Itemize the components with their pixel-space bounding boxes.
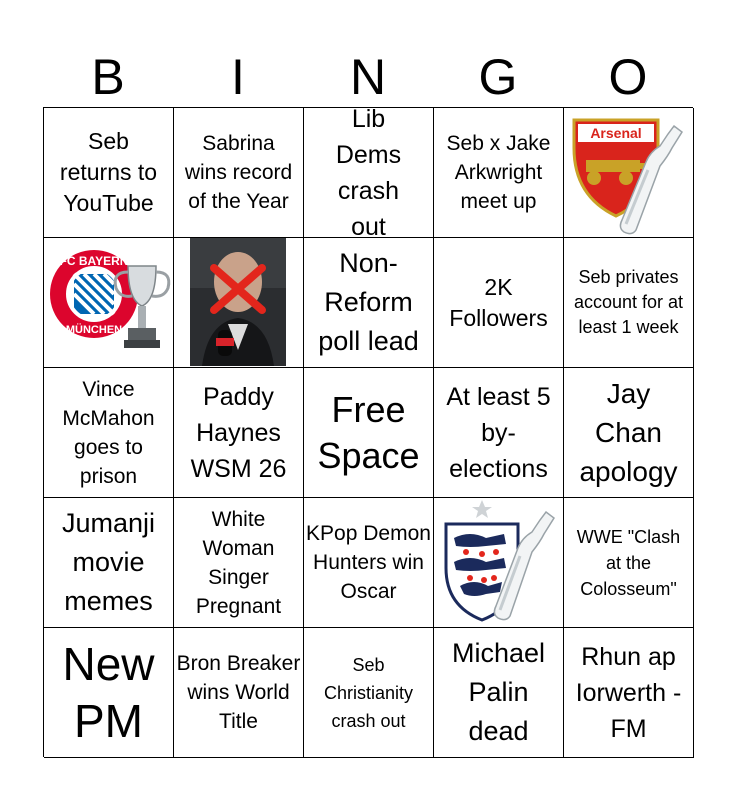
- bingo-card: [43, 107, 693, 757]
- cell-text: Seb returns to YouTube: [59, 128, 158, 216]
- cell-text: Paddy Haynes WSM 26: [190, 382, 287, 483]
- cell-text: Michael Palin dead: [451, 638, 546, 746]
- header-letter-n: N: [349, 49, 387, 105]
- header-letter-o: O: [608, 49, 648, 105]
- bingo-cell[interactable]: [44, 368, 174, 498]
- bingo-cell[interactable]: [304, 238, 434, 368]
- bingo-cell[interactable]: [434, 368, 564, 498]
- bingo-cell[interactable]: [304, 628, 434, 758]
- cell-text: White Woman Singer Pregnant: [195, 507, 282, 618]
- cell-text: Bron Breaker wins World Title: [176, 652, 301, 733]
- bingo-cell[interactable]: [174, 368, 304, 498]
- cell-text: Sabrina wins record of the Year: [184, 132, 293, 213]
- header-letter-b: B: [91, 49, 125, 105]
- bingo-cell[interactable]: [434, 238, 564, 368]
- bingo-cell[interactable]: [564, 368, 694, 498]
- bingo-cell[interactable]: [44, 498, 174, 628]
- cell-text: Seb x Jake Arkwright meet up: [446, 132, 551, 213]
- cell-text: Lib Dems crash out: [335, 108, 402, 238]
- bingo-cell[interactable]: [44, 238, 174, 368]
- bingo-cell[interactable]: [174, 628, 304, 758]
- arsenal-crest-with-bottle-icon: [564, 108, 692, 236]
- bingo-cell[interactable]: [564, 238, 694, 368]
- bingo-cell[interactable]: [174, 238, 304, 368]
- cell-text: Seb privates account for at least 1 week: [573, 267, 684, 337]
- bingo-cell[interactable]: [304, 498, 434, 628]
- cell-text: At least 5 by-elections: [446, 382, 551, 483]
- cell-text: WWE "Clash at the Colosseum": [576, 526, 681, 599]
- free-space-cell[interactable]: [304, 368, 434, 498]
- bayern-bottom-text: MÜNCHEN: [65, 324, 123, 336]
- cell-text: Rhun ap Iorwerth - FM: [575, 642, 682, 743]
- bingo-cell[interactable]: [174, 498, 304, 628]
- england-crest-with-bottle-icon: [434, 498, 562, 626]
- bingo-cell[interactable]: [564, 628, 694, 758]
- cell-text: Jumanji movie memes: [61, 508, 156, 616]
- bingo-cell[interactable]: [434, 498, 564, 628]
- bayern-top-text: FC BAYERN: [59, 254, 129, 268]
- bingo-cell[interactable]: [434, 628, 564, 758]
- cell-text: Seb Christianity crash out: [323, 654, 414, 731]
- cell-text: KPop Demon Hunters win Oscar: [306, 522, 431, 603]
- bingo-cell[interactable]: [564, 108, 694, 238]
- bingo-cell[interactable]: [434, 108, 564, 238]
- bayern-crest-with-trophy-icon: [44, 238, 172, 366]
- man-photo-crossed-out-icon: [174, 238, 302, 366]
- cell-text: Vince McMahon goes to prison: [62, 377, 155, 488]
- bingo-cell[interactable]: [564, 498, 694, 628]
- cell-text: 2K Followers: [449, 273, 548, 331]
- bingo-header: [43, 48, 693, 106]
- cell-text: Non-Reform poll lead: [318, 248, 419, 356]
- header-letter-g: G: [478, 49, 518, 105]
- bingo-cell[interactable]: [304, 108, 434, 238]
- cell-text: Jay Chan apology: [579, 378, 678, 487]
- arsenal-wordmark: Arsenal: [590, 125, 642, 141]
- bingo-cell[interactable]: [44, 628, 174, 758]
- cell-text: New PM: [62, 637, 155, 747]
- cell-text: Free Space: [317, 388, 420, 476]
- bingo-cell[interactable]: [44, 108, 174, 238]
- header-letter-i: I: [231, 49, 245, 105]
- bingo-cell[interactable]: [174, 108, 304, 238]
